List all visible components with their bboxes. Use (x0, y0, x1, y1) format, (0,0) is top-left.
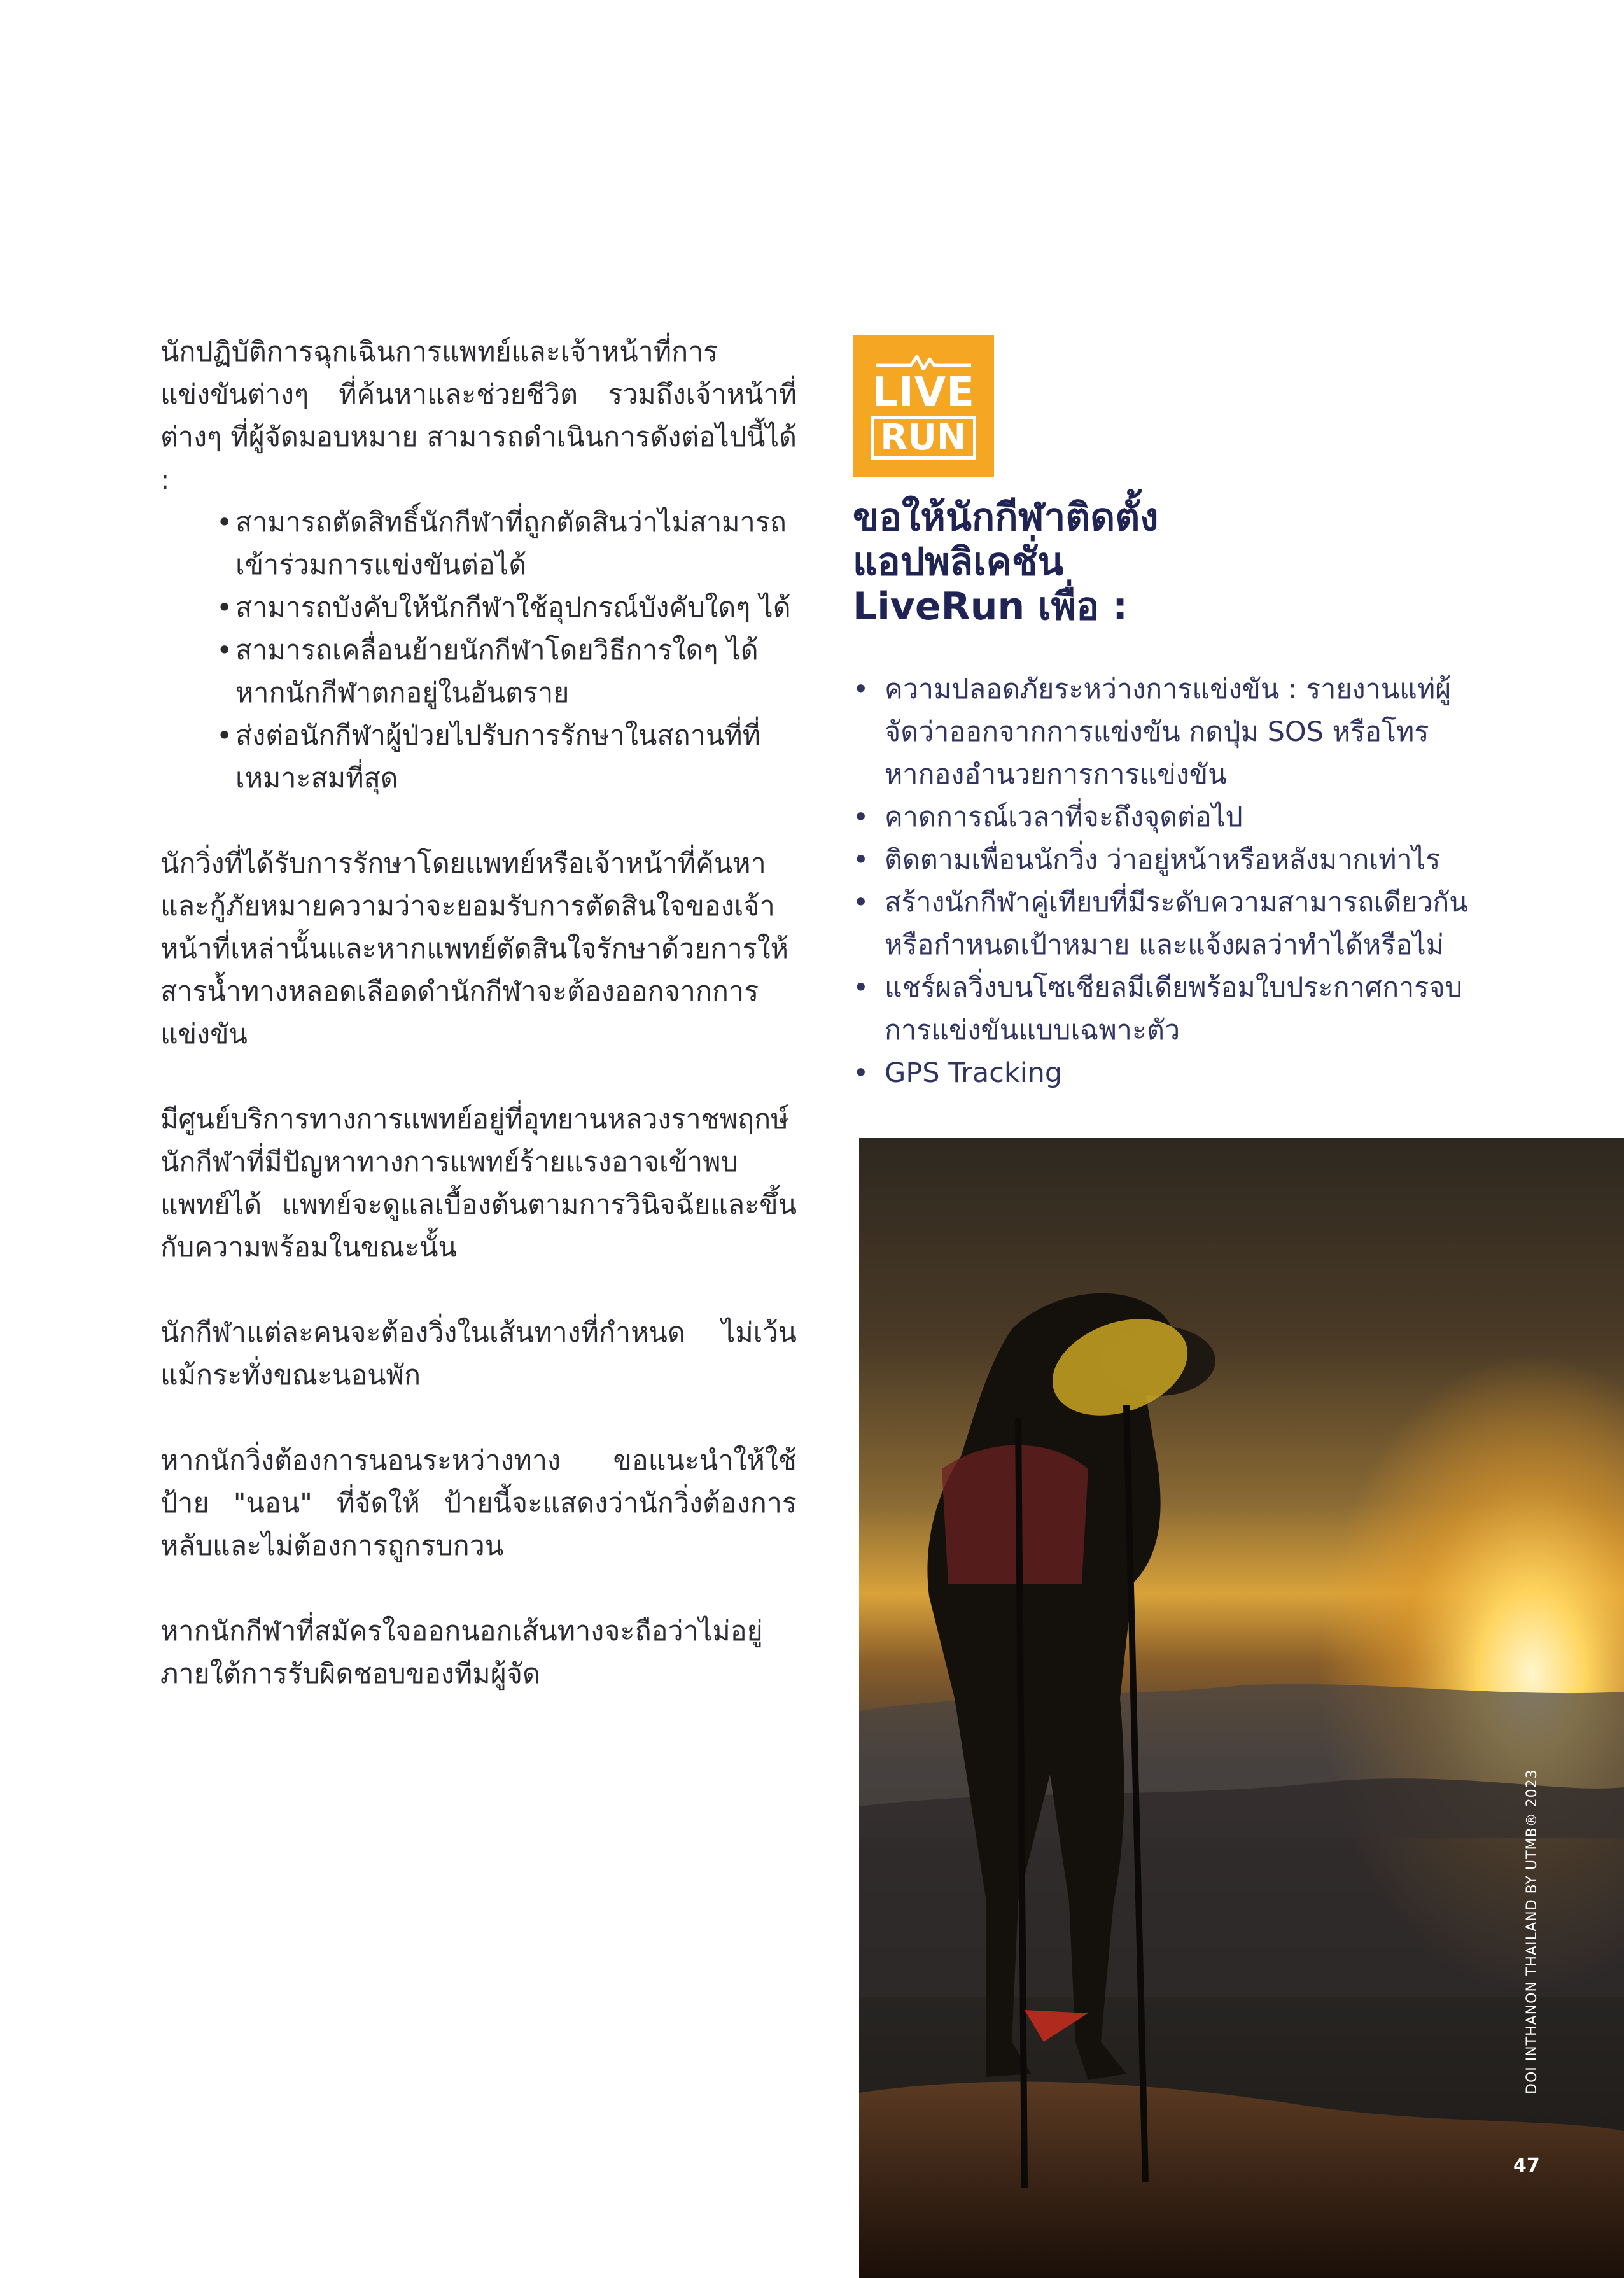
list-item: • ติดตามเพื่อนนักวิ่ง ว่าอยู่หน้าหรือหลังมากเท่าไร (853, 839, 1470, 882)
app-heading: ขอให้นักกีฬาติดตั้งแอปพลิเคชั่น LiveRun เพื่อ : (853, 495, 1159, 629)
left-column (160, 331, 797, 1738)
runner-sunset-photo (859, 1138, 1624, 2278)
list-item: • สามารถบังคับให้นักกีฬาใช้อุปกรณ์บังคับใดๆ ได้ (216, 587, 797, 629)
heartbeat-icon (876, 353, 971, 370)
sleep-sign-paragraph: หากนักวิ่งต้องการนอนระหว่างทาง ขอแนะนำให้ใช้ป้าย "นอน" ที่จัดให้ ป้ายนี้จะแสดงว่านักวิ่งต้องการหลับและไม่ต้องการถูกรบกวน (160, 1445, 797, 1562)
list-item: • GPS Tracking (853, 1052, 1470, 1095)
list-item: • ความปลอดภัยระหว่างการแข่งขัน : รายงานแท่ผู้จัดว่าออกจากการแข่งขัน กดปุ่ม SOS หรือโทรหากองอำนวยการการแข่งขัน (853, 668, 1470, 796)
list-item: • สร้างนักกีฬาคู่เทียบที่มีระดับความสามารถเดียวกันหรือกำหนดเป้าหมาย และแจ้งผลว่าทำได้หรือไม่ (853, 882, 1470, 967)
intro-paragraph: นักปฏิบัติการฉุกเฉินการแพทย์และเจ้าหน้าที่การแข่งขันต่างๆ ที่ค้นหาและช่วยชีวิต รวมถึงเจ้าหน้าที่ต่างๆ ที่ผู้จัดมอบหมาย สามารถดำเนินการดังต่อไปนี้ได้ : (160, 336, 797, 496)
list-item: • สามารถเคลื่อนย้ายนักกีฬาโดยวิธีการใดๆ ได้หากนักกีฬาตกอยู่ในอันตราย (216, 629, 797, 715)
liverun-logo (853, 335, 994, 477)
photo-illustration (859, 1138, 1624, 2278)
route-paragraph: นักกีฬาแต่ละคนจะต้องวิ่งในเส้นทางที่กำหนด ไม่เว้นแม้กระทั่งขณะนอนพัก (160, 1317, 797, 1391)
page-number: 47 (1513, 2155, 1540, 2177)
logo-run-text: RUN (871, 416, 976, 460)
list-item: • คาดการณ์เวลาที่จะถึงจุดต่อไป (853, 796, 1470, 839)
treatment-paragraph: นักวิ่งที่ได้รับการรักษาโดยแพทย์หรือเจ้าหน้าที่ค้นหาและกู้ภัยหมายความว่าจะยอมรับการตัดสินใจของเจ้าหน้าที่เหล่านั้นและหากแพทย์ตัดสินใจรักษาด้วยการให้สารน้ำทางหลอดเลือดดำนักกีฬาจะต้องออกจากการแข่งขัน (160, 848, 789, 1050)
list-item: • ส่งต่อนักกีฬาผู้ป่วยไปรับการรักษาในสถานที่ที่เหมาะสมที่สุด (216, 715, 797, 800)
off-course-paragraph: หากนักกีฬาที่สมัครใจออกนอกเส้นทางจะถือว่าไม่อยู่ภายใต้การรับผิดชอบของทีมผู้จัด (160, 1615, 763, 1690)
authority-list (160, 502, 797, 800)
list-item: • แชร์ผลวิ่งบนโซเชียลมีเดียพร้อมใบประกาศการจบการแข่งขันแบบเฉพาะตัว (853, 967, 1470, 1052)
logo-live-text: LIVE (872, 369, 975, 416)
list-item: • สามารถตัดสิทธิ์นักกีฬาที่ถูกตัดสินว่าไม่สามารถเข้าร่วมการแข่งขันต่อได้ (216, 502, 797, 587)
app-features-list (853, 668, 1470, 1095)
photo-credit: DOI INTHANON THAILAND BY UTMB® 2023 (1524, 1769, 1540, 2094)
medical-center-paragraph: มีศูนย์บริการทางการแพทย์อยู่ที่อุทยานหลวงราชพฤกษ์ นักกีฬาที่มีปัญหาทางการแพทย์ร้ายแรงอาจเข้าพบแพทย์ได้ แพทย์จะดูแลเบื้องต้นตามการวินิจฉัยและขึ้นกับความพร้อมในขณะนั้น (160, 1104, 797, 1263)
